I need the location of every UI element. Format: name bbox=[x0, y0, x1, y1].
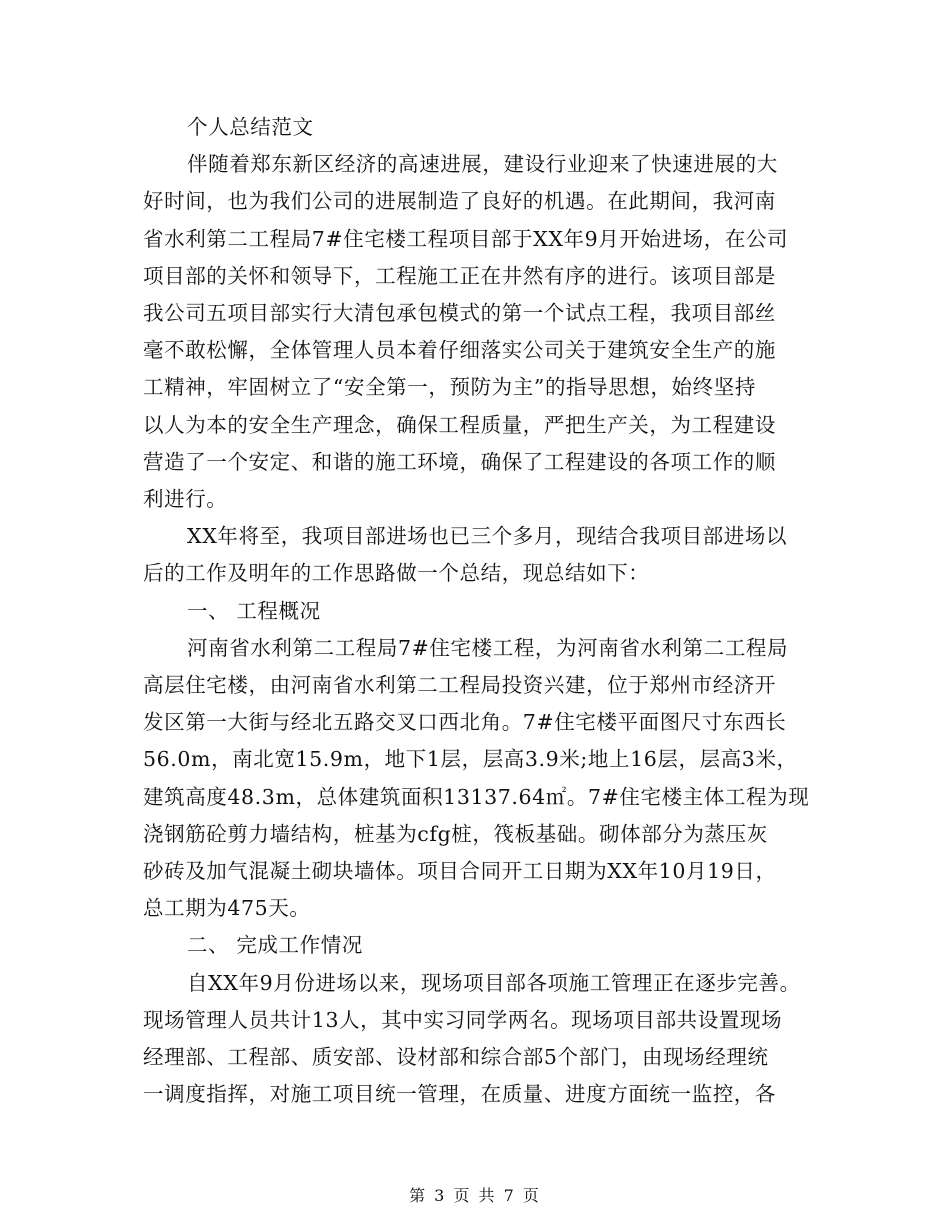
text-line: XX年将至，我项目部进场也已三个多月，现结合我项目部进场以 bbox=[187, 524, 788, 548]
text-line: 好时间，也为我们公司的进展制造了良好的机遇。在此期间，我河南 bbox=[143, 189, 776, 213]
text-line: 浇钢筋砼剪力墙结构，桩基为cfg桩，筏板基础。砌体部分为蒸压灰 bbox=[143, 822, 768, 846]
text-line: 我公司五项目部实行大清包承包模式的第一个试点工程，我项目部丝 bbox=[143, 301, 776, 325]
text-line: 发区第一大街与经北五路交叉口西北角。7#住宅楼平面图尺寸东西长 bbox=[143, 710, 787, 734]
text-line: 56.0m，南北宽15.9m，地下1层，层高3.9米;地上16层，层高3米， bbox=[143, 747, 798, 771]
text-line: 砂砖及加气混凝土砌块墙体。项目合同开工日期为XX年10月19日， bbox=[143, 859, 777, 883]
text-line: 伴随着郑东新区经济的高速进展，建设行业迎来了快速进展的大 bbox=[187, 152, 778, 176]
text-line: 一调度指挥，对施工项目统一管理，在质量、进度方面统一监控，各 bbox=[143, 1082, 776, 1106]
page-footer: 第 3 页 共 7 页 bbox=[409, 1186, 541, 1205]
text-line: 高层住宅楼，由河南省水利第二工程局投资兴建，位于郑州市经济开 bbox=[143, 673, 776, 697]
text-line: 现场管理人员共计13人，其中实习同学两名。现场项目部共设置现场 bbox=[143, 1008, 783, 1032]
text-line: 利进行。 bbox=[143, 487, 228, 511]
text-line: 河南省水利第二工程局7#住宅楼工程，为河南省水利第二工程局 bbox=[187, 636, 789, 660]
text-line: 自XX年9月份进场以来，现场项目部各项施工管理正在逐步完善。 bbox=[187, 971, 801, 995]
text-line: 项目部的关怀和领导下，工程施工正在井然有序的进行。该项目部是 bbox=[143, 264, 776, 288]
text-line: 个人总结范文 bbox=[187, 115, 314, 139]
text-line: 一、 工程概况 bbox=[187, 599, 321, 623]
text-line: 工精神，牢固树立了“安全第一，预防为主”的指导思想，始终坚持 bbox=[143, 375, 756, 399]
text-line: 二、 完成工作情况 bbox=[187, 933, 363, 957]
text-line: 后的工作及明年的工作思路做一个总结，现总结如下： bbox=[143, 561, 650, 585]
text-line: 建筑高度48.3m，总体建筑面积13137.64㎡。7#住宅楼主体工程为现 bbox=[143, 785, 810, 809]
text-line: 毫不敢松懈，全体管理人员本着仔细落实公司关于建筑安全生产的施 bbox=[143, 338, 776, 362]
text-line: 以人为本的安全生产理念，确保工程质量，严把生产关，为工程建设 bbox=[143, 413, 776, 437]
text-line: 营造了一个安定、和谐的施工环境，确保了工程建设的各项工作的顺 bbox=[143, 450, 776, 474]
text-line: 总工期为475天。 bbox=[143, 896, 311, 920]
text-line: 经理部、工程部、质安部、设材部和综合部5个部门，由现场经理统 bbox=[143, 1045, 769, 1069]
text-line: 省水利第二工程局7#住宅楼工程项目部于XX年9月开始进场，在公司 bbox=[143, 227, 789, 251]
